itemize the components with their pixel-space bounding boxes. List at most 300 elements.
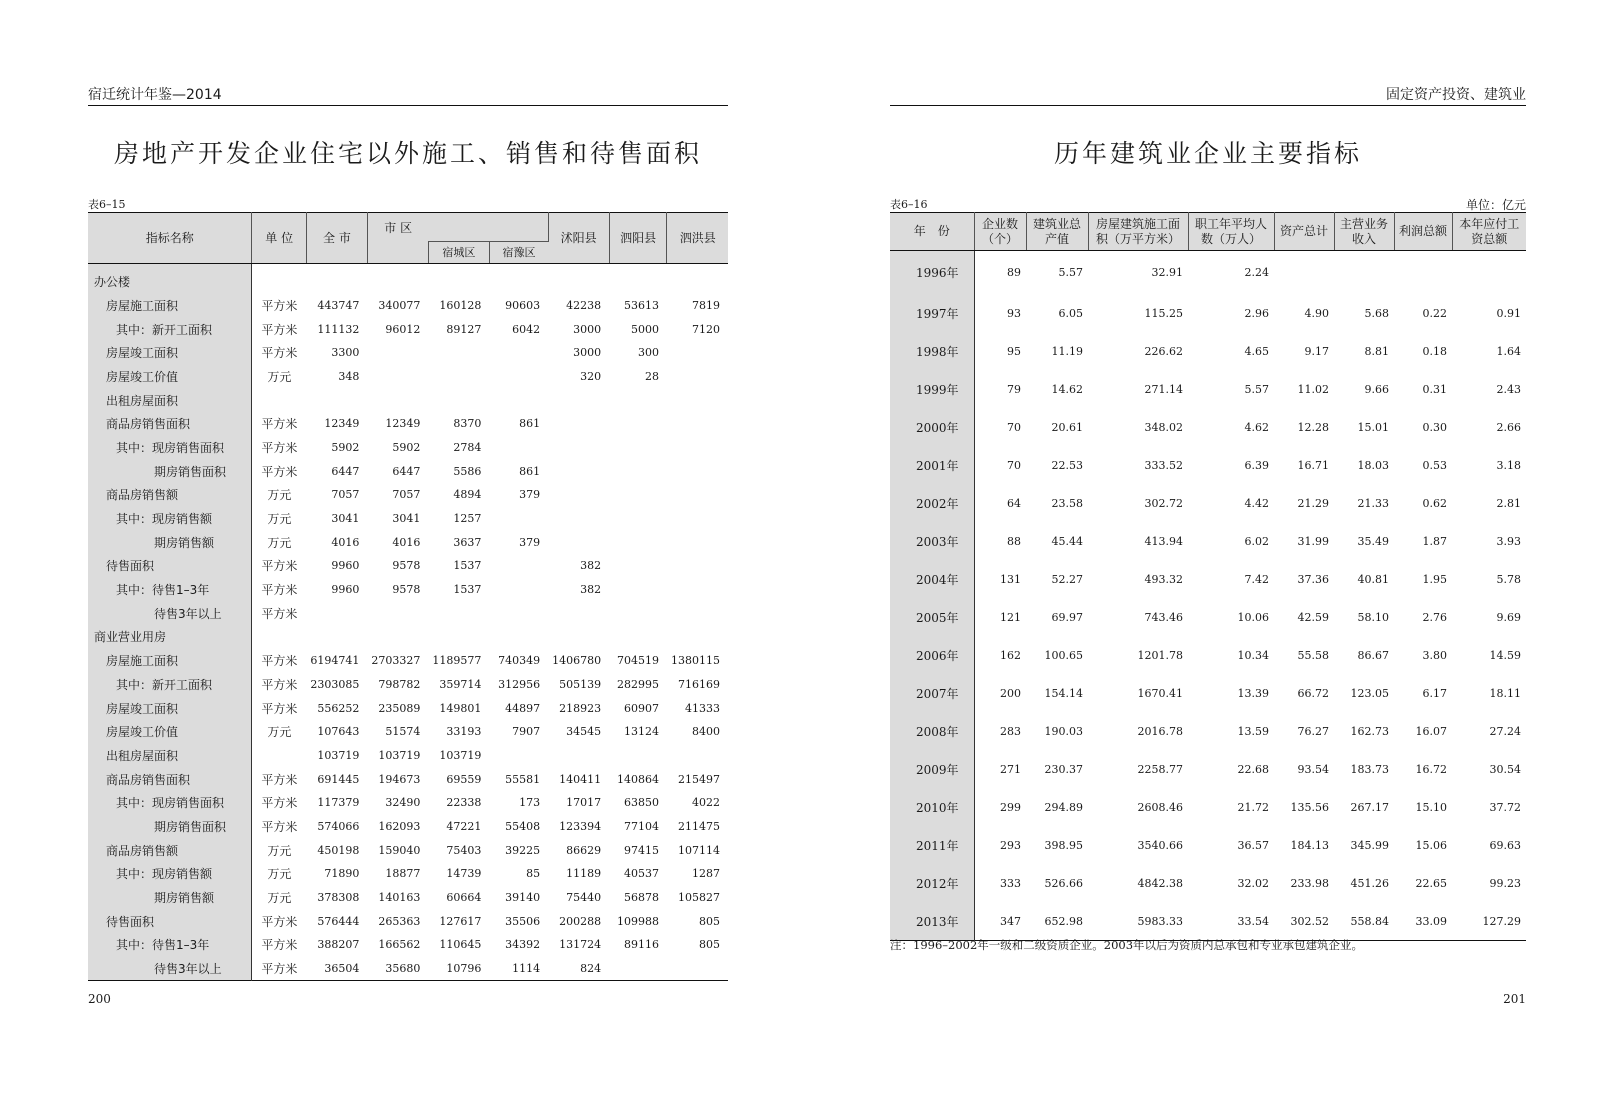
table-cell: 2.66 [1496, 421, 1521, 434]
table-6-16-body [890, 251, 1526, 941]
row-indicator-name: 房屋施工面积 [88, 649, 252, 673]
table-cell: 3540.66 [1137, 839, 1183, 852]
table-cell: 861 [519, 464, 541, 478]
table-cell: 77104 [623, 819, 659, 833]
table-cell: 333 [1000, 877, 1021, 890]
table-cell: 63850 [623, 796, 659, 810]
table-cell: 1380115 [671, 654, 720, 668]
table-cell [667, 264, 728, 294]
table-cell: 5586 [453, 464, 482, 478]
table-cell: 0.91 [1496, 307, 1521, 320]
row-indicator-name: 商品房销售额 [88, 838, 252, 862]
table-cell: 121 [1000, 611, 1021, 624]
table-cell: 79 [1007, 383, 1021, 396]
table-cell: 34392 [505, 938, 541, 952]
table-cell [667, 412, 728, 436]
table-cell: 7057 [392, 488, 421, 502]
table-cell [548, 625, 609, 649]
row-indicator-name: 出租房屋面积 [88, 744, 252, 768]
table-cell: 7.42 [1244, 573, 1269, 586]
row-indicator-name: 期房销售额 [88, 886, 252, 910]
table-row [890, 409, 1526, 447]
table-cell: 58.10 [1357, 611, 1389, 624]
table-cell: 8.81 [1364, 345, 1389, 358]
table-row [890, 789, 1526, 827]
table-cell: 89127 [446, 322, 482, 336]
table-cell: 75403 [446, 843, 482, 857]
header-sihong: 泗洪县 [667, 213, 728, 264]
table-cell: 3637 [453, 535, 482, 549]
row-indicator-name: 房屋施工面积 [88, 294, 252, 318]
table-cell [667, 459, 728, 483]
table-cell [489, 436, 548, 460]
table-row [890, 827, 1526, 865]
table-cell [667, 341, 728, 365]
table-cell: 5983.33 [1137, 914, 1183, 928]
table-cell: 15.10 [1415, 801, 1447, 814]
table-cell: 149801 [439, 701, 482, 715]
table-cell: 12349 [324, 417, 360, 431]
table-cell [306, 388, 367, 412]
row-unit: 平方米 [261, 322, 298, 337]
table-cell: 17017 [566, 796, 602, 810]
row-unit: 平方米 [261, 914, 298, 929]
table-row [890, 447, 1526, 485]
row-year: 2008年 [890, 713, 974, 751]
row-year: 1999年 [890, 371, 974, 409]
row-indicator-name: 期房销售面积 [88, 459, 252, 483]
row-indicator-name: 待售3年以上 [88, 957, 252, 981]
table-cell: 16.72 [1415, 763, 1447, 776]
header-shuyang: 沭阳县 [548, 213, 609, 264]
table-cell [489, 388, 548, 412]
table-row [88, 507, 728, 531]
table-cell: 30.54 [1489, 763, 1521, 776]
table-cell [609, 264, 667, 294]
table-cell: 45.44 [1051, 535, 1083, 548]
table-cell: 294.89 [1044, 801, 1083, 814]
table-row [88, 365, 728, 389]
row-unit: 万元 [267, 535, 292, 550]
table-cell: 15.06 [1415, 839, 1447, 852]
table-cell: 4022 [692, 796, 720, 810]
table-cell: 576444 [317, 914, 360, 928]
table-cell [609, 483, 667, 507]
table-cell: 6.39 [1244, 459, 1269, 472]
table-cell [367, 601, 428, 625]
row-indicator-name: 其中：现房销售额 [88, 507, 252, 531]
table-cell: 55408 [505, 819, 541, 833]
page-number-left: 200 [88, 992, 111, 1006]
table-cell [548, 388, 609, 412]
table-cell: 20.61 [1051, 421, 1083, 434]
row-unit: 万元 [267, 867, 292, 882]
table-cell [489, 601, 548, 625]
table-row [890, 295, 1526, 333]
table-cell: 33193 [446, 725, 482, 739]
table-cell: 95 [1007, 345, 1021, 358]
row-indicator-name: 其中：现房销售额 [88, 862, 252, 886]
table-cell [367, 264, 428, 294]
table-cell: 190.03 [1044, 725, 1083, 738]
table-cell: 2.81 [1496, 497, 1521, 510]
row-indicator-name: 商业营业用房 [88, 625, 252, 649]
table-cell: 159040 [378, 843, 421, 857]
table-cell [667, 388, 728, 412]
table-cell [489, 625, 548, 649]
table-row [890, 751, 1526, 789]
table-cell: 10796 [446, 961, 482, 975]
table-number-right: 表6–16 [890, 198, 928, 211]
table-cell: 5000 [630, 322, 659, 336]
table-cell: 11189 [566, 867, 602, 881]
row-indicator-name: 房屋竣工面积 [88, 341, 252, 365]
table-cell: 6.05 [1058, 307, 1083, 320]
row-unit: 平方米 [261, 417, 298, 432]
table-cell: 18877 [385, 867, 421, 881]
table-row [88, 530, 728, 554]
table-cell: 11.19 [1051, 345, 1083, 358]
table-row [890, 713, 1526, 751]
table-cell: 235089 [378, 701, 421, 715]
table-cell: 347 [1000, 914, 1021, 928]
table-cell: 282995 [616, 677, 659, 691]
row-unit: 万元 [267, 843, 292, 858]
table-cell [367, 341, 428, 365]
table-cell: 493.32 [1144, 573, 1183, 586]
table-cell: 32.02 [1237, 877, 1269, 890]
table-cell [548, 601, 609, 625]
table-cell [428, 388, 489, 412]
running-head-left: 宿迁统计年鉴—2014 [88, 84, 728, 106]
table-cell: 2.43 [1496, 383, 1521, 396]
row-indicator-name: 办公楼 [88, 264, 252, 294]
row-year: 2007年 [890, 675, 974, 713]
table-cell: 1201.78 [1137, 649, 1183, 662]
column-header: 房屋建筑施工面积（万平方米） [1088, 213, 1188, 251]
table-cell [548, 507, 609, 531]
table-row [890, 637, 1526, 675]
row-unit [252, 388, 307, 412]
table-cell: 14.62 [1051, 383, 1083, 396]
table-cell: 379 [519, 488, 541, 502]
row-indicator-name: 其中：新开工面积 [88, 317, 252, 341]
table-row [88, 933, 728, 957]
table-6-16-header [890, 213, 1526, 251]
table-cell: 166562 [378, 938, 421, 952]
table-row [88, 625, 728, 649]
header-urban: 市 区 [367, 213, 428, 242]
row-indicator-name: 商品房销售额 [88, 483, 252, 507]
table-cell: 109988 [616, 914, 659, 928]
table-cell [306, 625, 367, 649]
table-cell: 1114 [512, 961, 541, 975]
table-cell: 413.94 [1144, 535, 1183, 548]
table-cell: 320 [580, 369, 602, 383]
table-cell: 55581 [505, 772, 541, 786]
row-unit: 平方米 [261, 440, 298, 455]
table-cell: 9578 [392, 559, 421, 573]
table-cell: 42.59 [1297, 611, 1329, 624]
row-indicator-name: 期房销售面积 [88, 815, 252, 839]
table-cell: 4.65 [1244, 345, 1269, 358]
table-cell [428, 365, 489, 389]
table-cell: 140411 [559, 772, 602, 786]
table-cell: 450198 [317, 843, 360, 857]
table-cell [428, 625, 489, 649]
table-cell [428, 601, 489, 625]
table-row [88, 720, 728, 744]
table-cell [489, 365, 548, 389]
table-cell: 3000 [573, 322, 602, 336]
table-cell [609, 507, 667, 531]
table-cell: 4.62 [1244, 421, 1269, 434]
row-unit [252, 744, 307, 768]
table-cell [609, 578, 667, 602]
table-cell: 39225 [505, 843, 541, 857]
row-year: 2006年 [890, 637, 974, 675]
table-cell [1274, 251, 1334, 295]
table-cell: 5.57 [1058, 266, 1083, 280]
row-indicator-name: 其中：现房销售面积 [88, 791, 252, 815]
table-cell: 7819 [692, 298, 720, 312]
table-cell: 107643 [317, 725, 360, 739]
table-row [88, 862, 728, 886]
table-cell: 805 [699, 938, 720, 952]
table-cell: 194673 [378, 772, 421, 786]
row-year: 2004年 [890, 561, 974, 599]
table-cell: 11.02 [1297, 383, 1329, 396]
table-cell: 652.98 [1044, 914, 1083, 928]
table-cell: 1406780 [552, 654, 602, 668]
table-cell: 93 [1007, 307, 1021, 320]
table-cell: 5.78 [1496, 573, 1521, 586]
table-cell [548, 483, 609, 507]
table-cell [1334, 251, 1394, 295]
row-unit: 万元 [267, 488, 292, 503]
table-cell: 103719 [378, 748, 421, 762]
table-row [88, 957, 728, 981]
table-cell: 4.42 [1244, 497, 1269, 510]
table-cell: 505139 [559, 677, 602, 691]
table-6-15 [88, 212, 728, 981]
table-cell: 86.67 [1357, 649, 1389, 662]
row-indicator-name: 待售3年以上 [88, 601, 252, 625]
table-cell: 8370 [453, 417, 482, 431]
table-cell: 6042 [512, 322, 541, 336]
table-cell: 704519 [616, 654, 659, 668]
table-cell [489, 744, 548, 768]
table-cell: 378308 [317, 891, 360, 905]
table-cell: 103719 [317, 748, 360, 762]
table-cell: 6447 [392, 464, 421, 478]
table-cell: 359714 [439, 677, 482, 691]
row-year: 2005年 [890, 599, 974, 637]
table-cell: 33.09 [1415, 914, 1447, 928]
table-cell: 398.95 [1044, 839, 1083, 852]
page-title-left: 房地产开发企业住宅以外施工、销售和待售面积 [113, 139, 702, 168]
table-row [890, 251, 1526, 295]
table-cell: 861 [519, 417, 541, 431]
table-cell: 1.95 [1422, 573, 1447, 586]
table-cell: 2703327 [371, 654, 421, 668]
table-cell: 162 [1000, 649, 1021, 662]
row-indicator-name: 房屋竣工价值 [88, 720, 252, 744]
table-cell [609, 412, 667, 436]
table-cell: 1287 [692, 867, 720, 881]
table-row [88, 264, 728, 294]
row-year: 2002年 [890, 485, 974, 523]
table-row [88, 554, 728, 578]
table-row [88, 601, 728, 625]
table-cell: 69.97 [1051, 611, 1083, 624]
table-cell: 2258.77 [1137, 763, 1183, 776]
row-unit: 平方米 [261, 606, 298, 621]
table-cell: 22.53 [1051, 459, 1083, 472]
table-cell [667, 436, 728, 460]
table-row [88, 673, 728, 697]
table-cell: 127.29 [1482, 914, 1521, 928]
table-row [88, 696, 728, 720]
table-cell: 9.17 [1304, 345, 1329, 358]
table-cell: 41333 [685, 701, 720, 715]
table-cell: 127617 [439, 914, 482, 928]
table-row [890, 865, 1526, 903]
table-cell [667, 578, 728, 602]
table-row [88, 436, 728, 460]
table-row [88, 317, 728, 341]
table-cell: 388207 [317, 938, 360, 952]
table-cell: 12349 [385, 417, 421, 431]
table-cell: 70 [1007, 421, 1021, 434]
table-cell: 40537 [623, 867, 659, 881]
table-cell: 111132 [317, 322, 360, 336]
table-cell: 2608.46 [1137, 801, 1183, 814]
table-cell [306, 601, 367, 625]
header-indicator-name: 指标名称 [88, 213, 252, 264]
row-year: 2000年 [890, 409, 974, 447]
table-cell [1394, 251, 1452, 295]
header-siyang: 泗阳县 [609, 213, 667, 264]
table-cell [367, 625, 428, 649]
table-cell: 215497 [678, 772, 720, 786]
table-cell: 6.17 [1422, 687, 1447, 700]
table-cell: 69.63 [1489, 839, 1521, 852]
table-cell: 115.25 [1144, 307, 1183, 320]
column-header: 建筑业总产值 [1026, 213, 1088, 251]
page-number-right: 201 [1503, 992, 1526, 1006]
table-cell [667, 957, 728, 981]
table-cell: 76.27 [1297, 725, 1329, 738]
table-cell: 93.54 [1297, 763, 1329, 776]
table-row [890, 599, 1526, 637]
table-cell: 6.02 [1244, 535, 1269, 548]
table-cell: 18.11 [1489, 687, 1521, 700]
table-cell: 75440 [566, 891, 602, 905]
table-cell: 13.39 [1237, 687, 1269, 700]
page-title-right: 历年建筑业企业主要指标 [1053, 139, 1362, 168]
table-row [88, 459, 728, 483]
table-cell [609, 601, 667, 625]
row-indicator-name: 待售面积 [88, 909, 252, 933]
row-unit: 平方米 [261, 819, 298, 834]
table-cell: 66.72 [1297, 687, 1329, 700]
table-cell: 60907 [623, 701, 659, 715]
table-cell: 9578 [392, 583, 421, 597]
table-cell: 5902 [331, 440, 360, 454]
table-cell: 6447 [331, 464, 360, 478]
table-cell: 382 [580, 583, 602, 597]
table-cell: 37.36 [1297, 573, 1329, 586]
table-cell [609, 388, 667, 412]
table-cell: 0.30 [1422, 421, 1447, 434]
table-cell: 14739 [446, 867, 482, 881]
table-cell [667, 601, 728, 625]
table-row [890, 903, 1526, 941]
table-cell: 574066 [317, 819, 360, 833]
table-cell [667, 530, 728, 554]
table-cell: 2303085 [310, 677, 360, 691]
table-cell: 51574 [385, 725, 421, 739]
table-cell: 89 [1007, 266, 1021, 280]
table-cell: 36.57 [1237, 839, 1269, 852]
table-cell: 107114 [678, 843, 720, 857]
table-cell: 14.59 [1489, 649, 1521, 662]
table-row [890, 371, 1526, 409]
table-cell: 382 [580, 559, 602, 573]
header-suyu: 宿豫区 [489, 242, 548, 264]
table-cell: 3041 [331, 512, 360, 526]
table-cell: 21.29 [1297, 497, 1329, 510]
table-cell: 2016.78 [1137, 725, 1183, 738]
table-cell: 691445 [317, 772, 360, 786]
table-cell: 52.27 [1051, 573, 1083, 586]
table-cell [667, 554, 728, 578]
table-cell: 173 [519, 796, 541, 810]
table-cell: 558.84 [1350, 914, 1389, 928]
table-cell: 740349 [498, 654, 541, 668]
column-header: 本年应付工资总额 [1452, 213, 1526, 251]
table-cell: 2.24 [1244, 266, 1269, 280]
row-year: 2012年 [890, 865, 974, 903]
table-cell: 2784 [453, 440, 482, 454]
table-cell: 37.72 [1489, 801, 1521, 814]
table-cell: 22.65 [1415, 877, 1447, 890]
row-unit: 平方米 [261, 654, 298, 669]
table-cell: 526.66 [1044, 877, 1083, 890]
table-cell: 131 [1000, 573, 1021, 586]
table-cell: 271 [1000, 763, 1021, 776]
table-row [88, 294, 728, 318]
row-unit: 万元 [267, 725, 292, 740]
table-cell: 9.69 [1496, 611, 1521, 624]
table-cell [428, 341, 489, 365]
table-cell: 5.68 [1364, 307, 1389, 320]
table-cell: 0.53 [1422, 459, 1447, 472]
table-cell: 798782 [378, 677, 421, 691]
table-cell: 3.80 [1422, 649, 1447, 662]
header-urban-blank [367, 242, 428, 264]
table-cell: 162093 [378, 819, 421, 833]
column-header: 年 份 [890, 213, 974, 251]
table-cell: 379 [519, 535, 541, 549]
table-cell: 9960 [331, 559, 360, 573]
table-row [890, 523, 1526, 561]
table-row [88, 767, 728, 791]
row-indicator-name: 商品房销售面积 [88, 412, 252, 436]
table-cell: 22338 [446, 796, 482, 810]
table-cell: 9.66 [1364, 383, 1389, 396]
